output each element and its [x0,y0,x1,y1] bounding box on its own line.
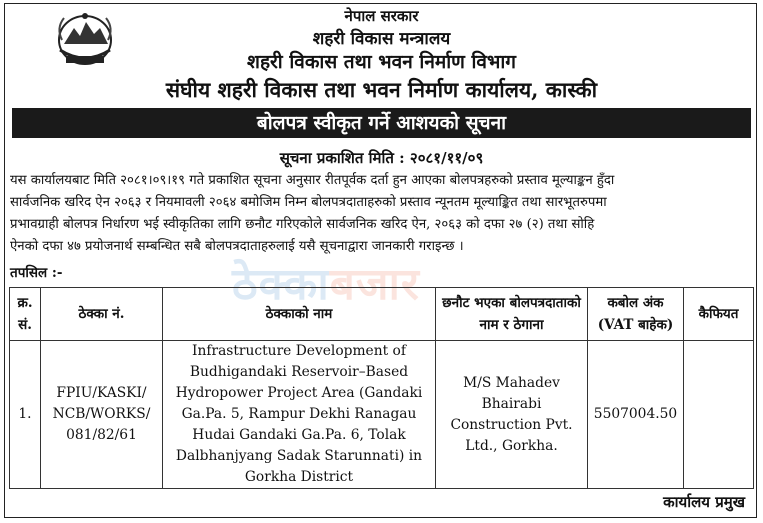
published-date: सूचना प्रकाशित मिति : २०८१/११/०९ [279,149,484,167]
col-serial: क्र. सं. [10,288,41,341]
details-label: तपसिल :- [10,265,63,281]
cell-contract-no: FPIU/KASKI/ NCB/WORKS/ 081/82/61 [41,341,163,489]
cell-contract-name: Infrastructure Development of Budhigandaki Reservoir–Based Hydropower Project Area (Gandaki Ga.Pa. 5, Rampur Dekhi Ranagau Hudai Gandaki Ga.Pa. 6, Tolak Dalbhanjyang Sadak Starunnati) in Gorkha District [163,341,436,489]
col-contract-no: ठेक्का नं. [41,288,163,341]
cell-serial: 1. [10,341,41,489]
ministry-name: शहरी विकास मन्त्रालय [312,29,451,49]
body-line: यस कार्यालयबाट मिति २०८१।०९।१९ गते प्रकाशित सूचना अनुसार रीतपूर्वक दर्ता हुन आएका बोलपत्रहरुको प्रस्ताव मूल्याङ्कन हुँदा [10,173,615,188]
notice-body [10,170,755,258]
cell-amount: 5507004.50 [588,341,684,489]
cell-remarks [684,341,754,489]
body-line: प्रभावग्राही बोलपत्र निर्धारण भई स्वीकृतिका लागि छनौट गरिएकोले सार्वजनिक खरिद ऐन, २०६३ को दफा २७ (२) तथा सोहि [10,217,595,232]
notice-title: बोलपत्र स्वीकृत गर्ने आशयको सूचना [12,108,751,138]
govt-name: नेपाल सरकार [344,7,419,25]
body-line: सार्वजनिक खरिद ऐन २०६३ र नियमावली २०६४ बमोजिम निम्न बोलपत्रदाताहरुको प्रस्ताव न्यूनतम मूल्याङ्कित तथा सारभूतरुपमा [10,195,607,210]
col-remarks: कैफियत [684,288,754,341]
watermark-part1: ठेक्का [232,259,330,310]
office-name: संघीय शहरी विकास तथा भवन निर्माण कार्यालय, कास्की [165,77,598,102]
col-contract-name: ठेक्काको नाम [163,288,436,341]
office-chief-signature: कार्यालय प्रमुख [663,493,745,511]
department-name: शहरी विकास तथा भवन निर्माण विभाग [247,51,516,73]
watermark-part2: बजार [329,259,420,310]
table-header-row [10,288,754,341]
cell-bidder: M/S Mahadev Bhairabi Construction Pvt. Ltd., Gorkha. [436,341,588,489]
contract-table [9,287,754,489]
col-bidder: छनौट भएका बोलपत्रदाताको नाम र ठेगाना [436,288,588,341]
col-amount: कबोल अंक (VAT बाहेक) [588,288,684,341]
body-line: ऐनको दफा ४७ प्रयोजनार्थ सम्बन्धित सबै बोलपत्रदाताहरुलाई यसै सूचनाद्वारा जानकारी गराइन्छ । [10,239,464,254]
table-row [10,341,754,489]
